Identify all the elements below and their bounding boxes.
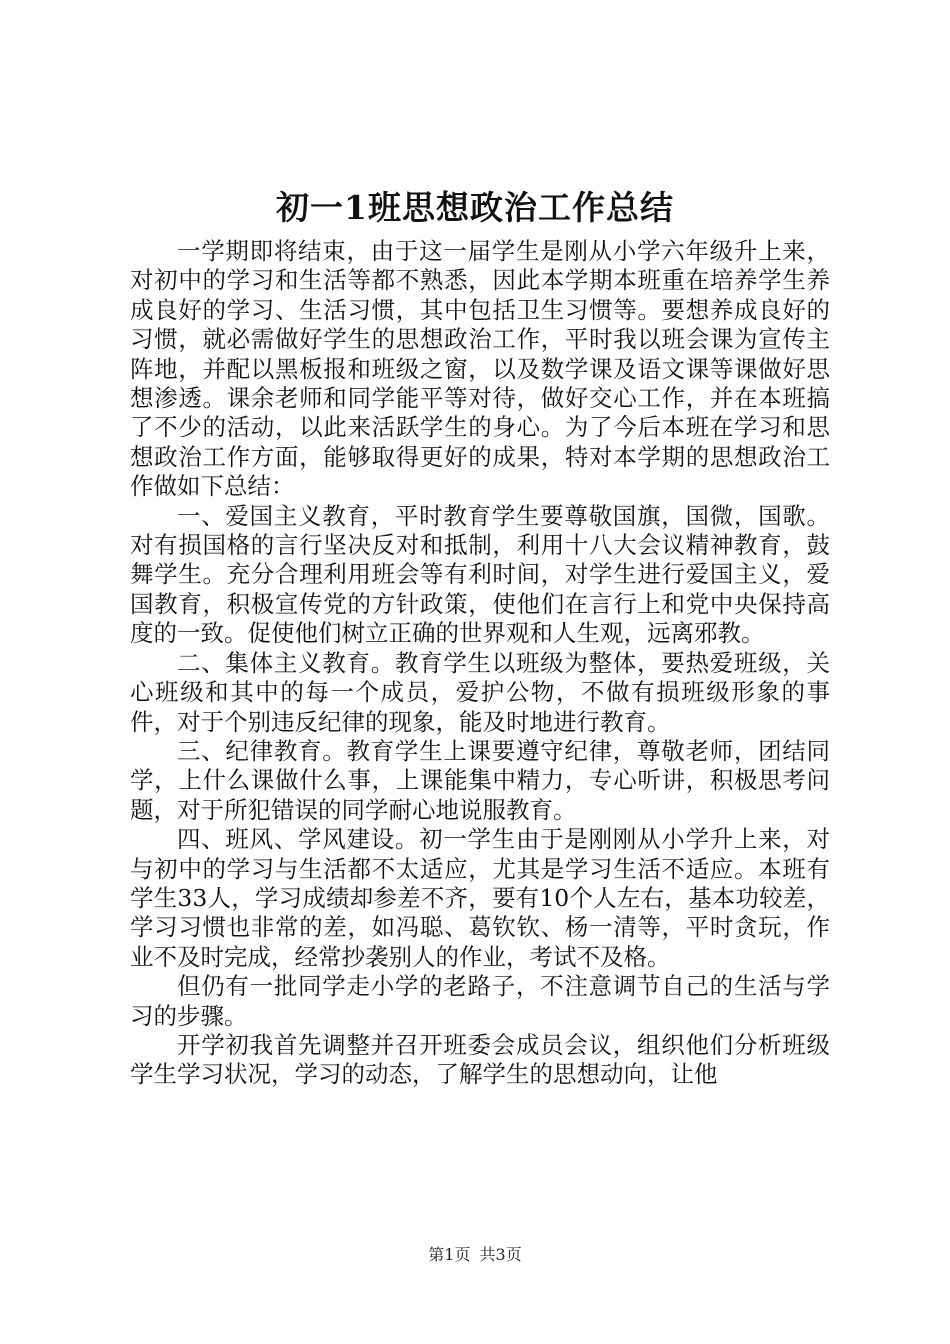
paragraph-intro: 一学期即将结束，由于这一届学生是刚从小学六年级升上来，对初中的学习和生活等都不熟悉，因此本学期本班重在培养学生养成良好的学习、生活习惯，其中包括卫生习惯等。要想养成良好的习惯，就必需做好学生的思想政治工作，平时我以班会课为宣传主阵地，并配以黑板报和班级之窗，以及数学课及语文课等课做好思想渗透。课余老师和同学能平等对待，做好交心工作，并在本班搞了不少的活动，以此来活跃学生的身心。为了今后本班在学习和思想政治工作方面，能够取得更好的成果，特对本学期的思想政治工作做如下总结： (130, 237, 830, 501)
paragraph-patriotism: 一、爱国主义教育，平时教育学生要尊敬国旗，国微，国歌。对有损国格的言行坚决反对和抵制，利用十八大会议精神教育，鼓舞学生。充分合理利用班会等有利时间，对学生进行爱国主义，爱国教育，积极宣传党的方针政策，使他们在言行上和党中央保持高度的一致。促使他们树立正确的世界观和人生观，远离邪教。 (130, 501, 830, 648)
document-title: 初一1班思想政治工作总结 (276, 188, 674, 227)
paragraph-old-habits: 但仍有一批同学走小学的老路子，不注意调节自己的生活与学习的步骤。 (130, 972, 830, 1030)
document-body (130, 237, 830, 1090)
paragraph-discipline: 三、纪律教育。教育学生上课要遵守纪律，尊敬老师，团结同学，上什么课做什么事，上课能集中精力，专心听讲，积极思考问题，对于所犯错误的同学耐心地说服教育。 (130, 736, 830, 824)
paragraph-committee: 开学初我首先调整并召开班委会成员会议，组织他们分析班级学生学习状况，学习的动态，了解学生的思想动向，让他 (130, 1030, 830, 1089)
page-number: 第1页 (428, 1245, 471, 1264)
paragraph-class-style: 四、班风、学风建设。初一学生由于是刚刚从小学升上来，对与初中的学习与生活都不太适应，尤其是学习生活不适应。本班有学生33人，学习成绩却参差不齐，要有10个人左右，基本功较差，学习习惯也非常的差，如冯聪、葛钦钦、杨一清等，平时贪玩，作业不及时完成，经常抄袭别人的作业，考试不及格。 (130, 825, 830, 971)
page-footer (0, 1245, 950, 1265)
page-total: 共3页 (479, 1245, 522, 1264)
paragraph-collectivism: 二、集体主义教育。教育学生以班级为整体，要热爱班级，关心班级和其中的每一个成员，爱护公物，不做有损班级形象的事件，对于个别违反纪律的现象，能及时地进行教育。 (130, 648, 830, 736)
